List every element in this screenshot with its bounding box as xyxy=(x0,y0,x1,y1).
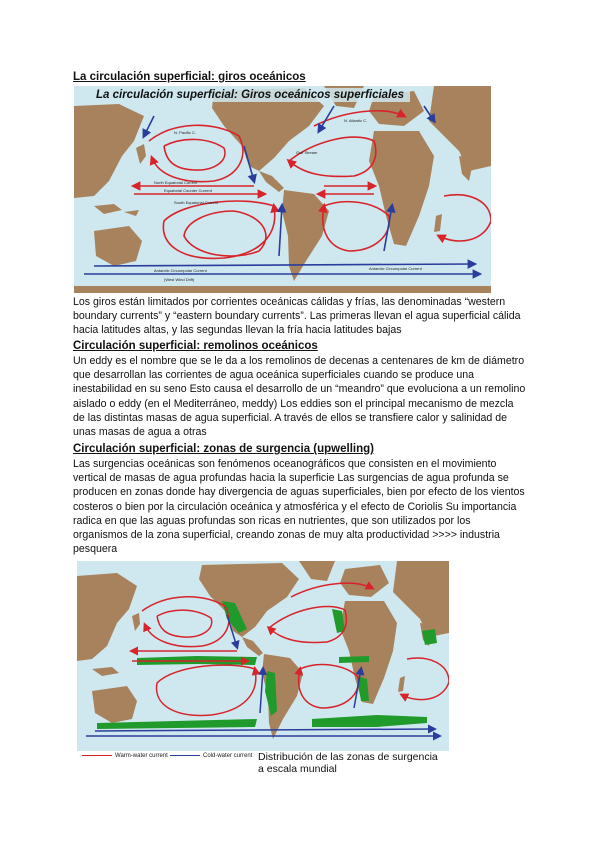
label-n-pacific: N. Pacific C. xyxy=(174,130,197,135)
ocean-gyres-map-graphic xyxy=(74,86,491,293)
legend-warm xyxy=(82,753,168,759)
heading-giros: La circulación superficial: giros oceánicos xyxy=(73,71,306,83)
label-acc-right: Antarctic Circumpolar Current xyxy=(369,266,422,271)
caption-line-2: a escala mundial xyxy=(258,763,337,775)
paragraph-giros: Los giros están limitados por corrientes oceánicas cálidas y frías, las denominadas “western boundary currents” y “eastern boundary currents”. Las primeras llevan el agua superficial cálida hacia latitudes altas, y las segundas llevan la fría hacia latitudes bajas xyxy=(73,296,521,337)
map-legend xyxy=(82,753,252,765)
label-north-equatorial: North Equatorial Current xyxy=(154,180,198,185)
caption-line-1: Distribución de las zonas de surgencia xyxy=(258,751,438,763)
cold-current-line-icon xyxy=(170,755,200,756)
label-acc-2: (West Wind Drift) xyxy=(164,277,195,282)
label-south-equatorial: South Equatorial Current xyxy=(174,200,219,205)
heading-remolinos: Circulación superficial: remolinos oceánicos xyxy=(73,340,318,352)
heading-surgencia: Circulación superficial: zonas de surgencia (upwelling) xyxy=(73,443,374,455)
legend-cold xyxy=(170,753,252,759)
paragraph-surgencia: Las surgencias oceánicas son fenómenos oceanográficos que consisten en el movimiento vertical de masas de agua profundas hacia la superficie Las surgencias de agua profunda se producen en zonas donde hay divergencia de aguas superficiales, bien por efecto de los vientos costeros o bien por la circulación oceánica y atmosférica y el efecto de Coriolis Su importancia radica en que las aguas profundas son ricas en nutrientes, que son utilizados por los organismos de la zona superficial, creando zonas de muy alta productividad >>>> industria pesquera xyxy=(73,458,525,556)
label-gulf-stream: Gulf Stream xyxy=(296,150,318,155)
warm-current-line-icon xyxy=(82,755,112,756)
legend-warm-label: Warm-water current xyxy=(115,753,168,759)
label-n-atlantic: N. Atlantic C. xyxy=(344,118,368,123)
map-title: La circulación superficial: Giros oceánicos superficiales xyxy=(96,89,405,101)
upwelling-map-graphic xyxy=(77,561,449,751)
label-equatorial-counter: Equatorial Counter Current xyxy=(164,188,212,193)
legend-cold-label: Cold-water current xyxy=(203,753,253,759)
upwelling-map xyxy=(77,561,449,751)
label-acc-1: Antarctic Circumpolar Current xyxy=(154,268,207,273)
ocean-gyres-map xyxy=(74,86,491,293)
paragraph-remolinos: Un eddy es el nombre que se le da a los remolinos de decenas a centenares de km de diámetro que desarrollan las corrientes de agua oceánica superficiales cuando se produce una inestabilidad en su seno Esto causa el desarrollo de un “meandro” que evoluciona a un remolino aislado o eddy (en el Mediterráneo, meddy) Los eddies son el principal mecanismo de mezcla de las distintas masas de agua superficial. A través de ellos se transfiere calor y salinidad de unas masas de agua a otras xyxy=(73,355,526,439)
map-caption xyxy=(258,751,438,775)
